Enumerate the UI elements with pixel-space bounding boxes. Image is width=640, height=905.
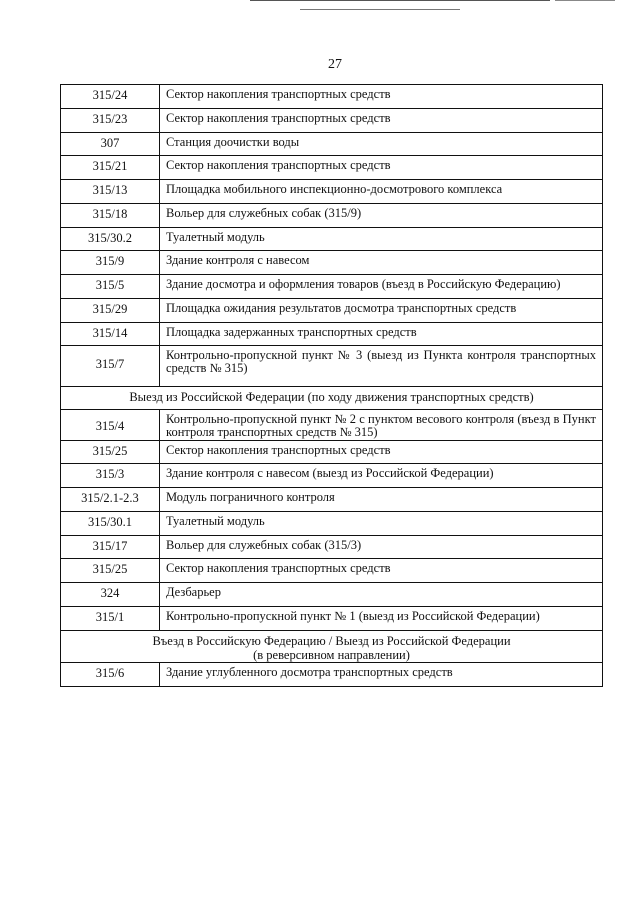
row-code: 315/1	[61, 607, 160, 630]
page-number: 27	[328, 57, 342, 72]
row-description: Контрольно-пропускной пункт № 1 (выезд из Российской Федерации)	[166, 608, 540, 623]
section-heading-exit: Выезд из Российской Федерации (по ходу движения транспортных средств)	[61, 387, 602, 410]
row-code: 315/21	[61, 156, 160, 179]
row-description: Сектор накопления транспортных средств	[166, 561, 391, 575]
table-row	[61, 536, 602, 560]
table-row	[61, 488, 602, 512]
row-code: 315/30.2	[61, 228, 160, 251]
row-description: Сектор накопления транспортных средств	[166, 442, 391, 457]
row-code: 315/24	[61, 85, 160, 108]
row-description: Сектор накопления транспортных средств	[166, 158, 391, 172]
row-code: 315/7	[61, 346, 160, 386]
section-heading-reverse	[61, 631, 602, 663]
table-row	[61, 663, 602, 686]
table-row	[61, 346, 602, 387]
table-row	[61, 156, 602, 180]
row-code: 315/6	[61, 663, 160, 686]
table-row	[61, 607, 602, 631]
row-code: 315/9	[61, 251, 160, 274]
row-description: Модуль пограничного контроля	[166, 490, 335, 504]
row-description: Площадка задержанных транспортных средств	[166, 324, 417, 339]
table-row	[61, 109, 602, 133]
row-description: Контрольно-пропускной пункт № 3 (выезд из Пункта контроля транспортных средств № 315)	[166, 348, 596, 375]
table-row	[61, 299, 602, 323]
row-description: Площадка ожидания результатов досмотра транспортных средств	[166, 300, 517, 315]
scan-top-rule	[250, 0, 550, 1]
table-row	[61, 228, 602, 252]
section-heading-line: Въезд в Российскую Федерацию / Выезд из Российской Федерации	[152, 633, 511, 648]
section-heading-line: (в реверсивном направлении)	[253, 647, 410, 662]
row-description: Туалетный модуль	[166, 229, 265, 244]
row-description: Здание досмотра и оформления товаров (въезд в Российскую Федерацию)	[166, 277, 561, 291]
row-description: Вольер для служебных собак (315/3)	[166, 537, 362, 552]
table-row	[61, 133, 602, 157]
table-row	[61, 323, 602, 347]
row-description: Здание углубленного досмотра транспортных средств	[166, 664, 453, 679]
row-code: 315/18	[61, 204, 160, 227]
scan-top-rule	[555, 0, 615, 1]
table-row	[61, 559, 602, 583]
row-description: Контрольно-пропускной пункт № 2 с пунктом весового контроля (въезд в Пункт контроля транспортных средств № 315)	[166, 411, 596, 439]
table-row	[61, 441, 602, 465]
row-description: Дезбарьер	[166, 585, 221, 599]
table-row	[61, 583, 602, 607]
table-row	[61, 410, 602, 441]
table-row	[61, 251, 602, 275]
table-row	[61, 275, 602, 299]
scan-top-rule	[300, 9, 460, 10]
row-code: 315/17	[61, 536, 160, 559]
row-description: Станция доочистки воды	[166, 134, 300, 149]
row-code: 315/13	[61, 180, 160, 203]
row-code: 315/2.1-2.3	[61, 488, 160, 511]
table-row	[61, 464, 602, 488]
row-description: Туалетный модуль	[166, 513, 265, 528]
table-row	[61, 204, 602, 228]
table-row	[61, 85, 602, 109]
row-code: 315/29	[61, 299, 160, 322]
row-code: 315/14	[61, 323, 160, 346]
row-description: Сектор накопления транспортных средств	[166, 110, 391, 125]
row-description: Площадка мобильного инспекционно-досмотрового комплекса	[166, 182, 503, 196]
row-code: 315/25	[61, 559, 160, 582]
row-description: Вольер для служебных собак (315/9)	[166, 205, 362, 220]
row-code: 324	[61, 583, 160, 606]
row-code: 315/5	[61, 275, 160, 298]
table-row	[61, 180, 602, 204]
row-code: 315/4	[61, 410, 160, 440]
row-description: Сектор накопления транспортных средств	[166, 87, 391, 101]
facility-table	[60, 84, 603, 687]
row-code: 315/23	[61, 109, 160, 132]
row-code: 315/30.1	[61, 512, 160, 535]
table-row	[61, 512, 602, 536]
row-description: Здание контроля с навесом (выезд из Российской Федерации)	[166, 466, 494, 480]
row-code: 307	[61, 133, 160, 156]
row-code: 315/3	[61, 464, 160, 487]
row-description: Здание контроля с навесом	[166, 253, 310, 267]
row-code: 315/25	[61, 441, 160, 464]
